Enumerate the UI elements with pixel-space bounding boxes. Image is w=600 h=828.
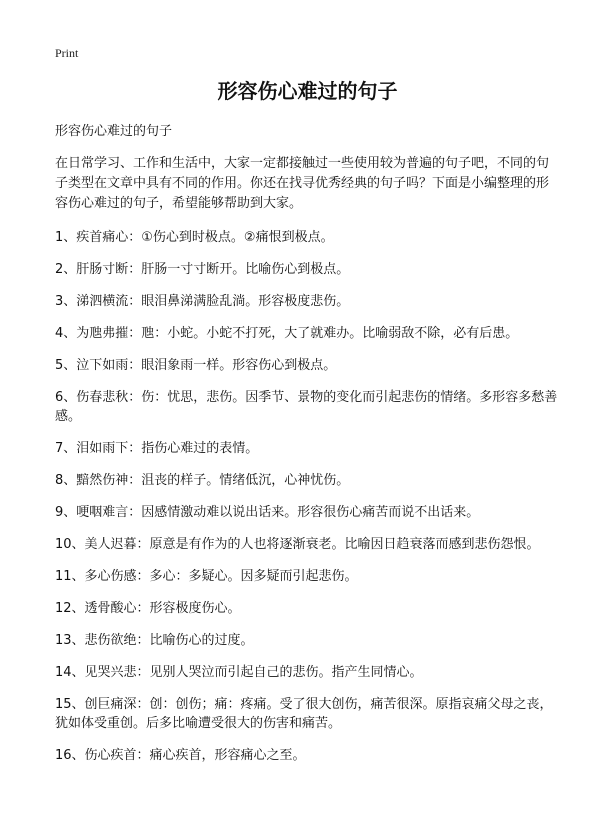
list-item: 9、哽咽难言：因感情激动难以说出话来。形容很伤心痛苦而说不出话来。 <box>55 505 480 520</box>
list-item: 7、泪如雨下：指伤心难过的表情。 <box>55 441 259 456</box>
list-item: 10、美人迟暮：原意是有作为的人也将逐渐衰老。比喻因日趋衰落而感到悲伤怨恨。 <box>55 537 540 552</box>
document-subtitle: 形容伤心难过的句子 <box>55 124 173 139</box>
list-item: 8、黯然伤神：沮丧的样子。情绪低沉，心神忧伤。 <box>55 473 350 488</box>
intro-paragraph: 在日常学习、工作和生活中，大家一定都接触过一些使用较为普遍的句子吧，不同的句子类型在文章中具有不同的作用。你还在找寻优秀经典的句子吗？下面是小编整理的形容伤心难过的句子，希望能够帮助到大家。 <box>55 156 550 211</box>
list-item: 11、多心伤感：多心：多疑心。因多疑而引起悲伤。 <box>55 569 358 584</box>
list-item: 4、为虺弗摧：虺：小蛇。小蛇不打死，大了就难办。比喻弱敌不除，必有后患。 <box>55 326 519 341</box>
list-item: 6、伤春悲秋：伤：忧思，悲伤。因季节、景物的变化而引起悲伤的情绪。多形容多愁善感。 <box>55 390 558 424</box>
entry-list <box>55 228 560 765</box>
list-item: 16、伤心疾首：痛心疾首，形容痛心之至。 <box>55 748 306 763</box>
list-item: 1、疾首痛心：①伤心到时极点。②痛恨到极点。 <box>55 230 334 245</box>
list-item: 12、透骨酸心：形容极度伤心。 <box>55 601 241 616</box>
list-item: 14、见哭兴悲：见别人哭泣而引起自己的悲伤。指产生同情心。 <box>55 665 423 680</box>
document-title: 形容伤心难过的句子 <box>217 79 398 103</box>
list-item: 13、悲伤欲绝：比喻伤心的过度。 <box>55 633 254 648</box>
list-item: 2、肝肠寸断：肝肠一寸寸断开。比喻伤心到极点。 <box>55 262 350 277</box>
print-link[interactable]: Print <box>55 46 79 60</box>
list-item: 15、创巨痛深：创：创伤；痛：疼痛。受了很大创伤，痛苦很深。原指哀痛父母之丧，犹如体受重创。后多比喻遭受很大的伤害和痛苦。 <box>55 697 553 731</box>
list-item: 5、泣下如雨：眼泪象雨一样。形容伤心到极点。 <box>55 358 337 373</box>
list-item: 3、涕泗横流：眼泪鼻涕满脸乱淌。形容极度悲伤。 <box>55 294 350 309</box>
